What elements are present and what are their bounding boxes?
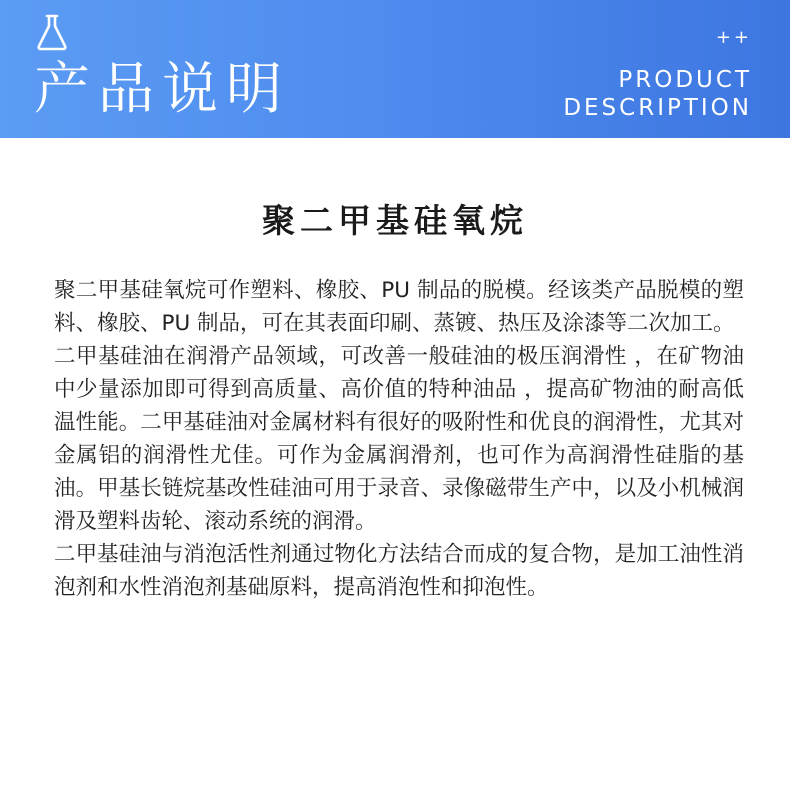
product-name-heading: 聚二甲基硅氧烷 xyxy=(262,201,528,240)
flask-icon xyxy=(34,12,70,52)
description-paragraph: 二甲基硅油与消泡活性剂通过物化方法结合而成的复合物，是加工油性消泡剂和水性消泡剂基础原料，提高消泡性和抑泡性。 xyxy=(54,542,744,600)
plus-decoration: ++ xyxy=(715,27,752,48)
description-paragraph: 二甲基硅油在润滑产品领域，可改善一般硅油的极压润滑性 ，在矿物油中少量添加即可得到高质量、高价值的特种油品 ，提高矿物油的耐高低温性能。二甲基硅油对金属材料有很好的吸附性和优良的润滑性，尤其对金属铝的润滑性尤佳。可作为金属润滑剂，也可作为高润滑性硅脂的基油。甲基长链烷基改性硅油可用于录音、录像磁带生产中，以及小机械润滑及塑料齿轮、滚动系统的润滑。 xyxy=(54,344,744,534)
banner-english-line-1: PRODUCT xyxy=(618,67,752,93)
banner-english-title xyxy=(563,66,752,122)
header-banner xyxy=(0,0,790,138)
banner-title: 产品说明 xyxy=(34,57,290,122)
banner-english-line-2: DESCRIPTION xyxy=(563,95,752,121)
description-body xyxy=(54,274,744,604)
description-paragraph: 聚二甲基硅氧烷可作塑料、橡胶、PU 制品的脱模。经该类产品脱模的塑料、橡胶、PU 制品，可在其表面印刷、蒸镀、热压及涂漆等二次加工。 xyxy=(54,278,744,336)
